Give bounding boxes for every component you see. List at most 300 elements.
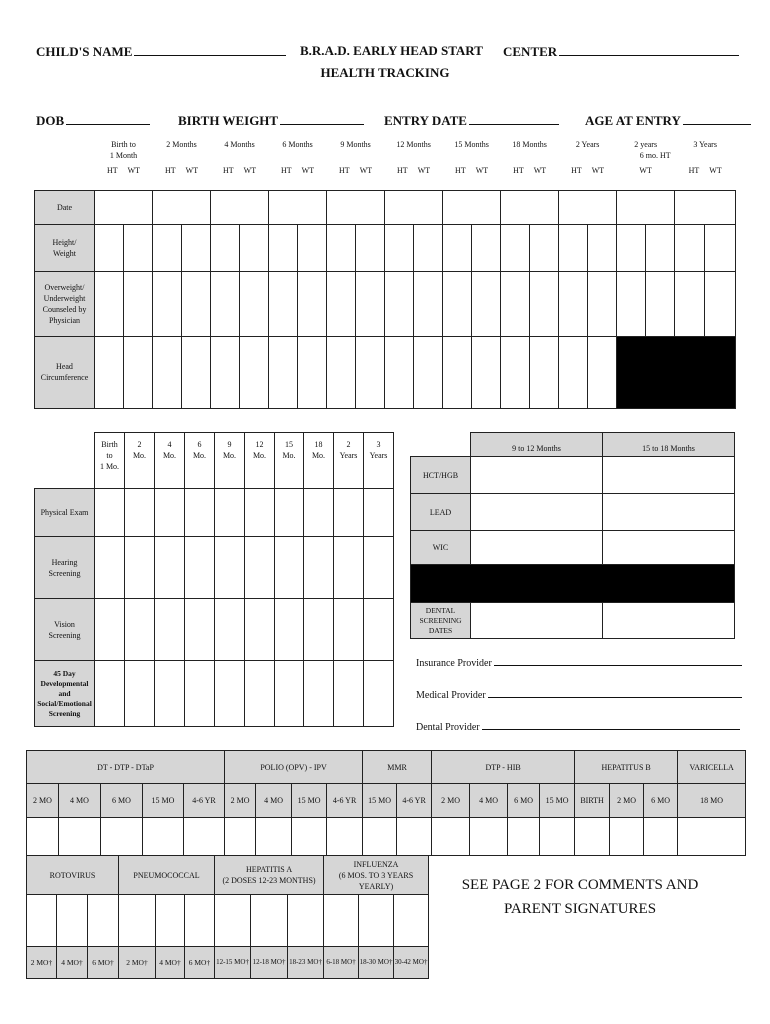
overweight-cell[interactable] bbox=[385, 271, 414, 336]
row-label-line: Circumference bbox=[40, 373, 89, 382]
screening-col-header bbox=[275, 433, 304, 489]
height-cell[interactable] bbox=[211, 224, 240, 271]
dose-cell[interactable] bbox=[184, 818, 225, 856]
entry-date-field[interactable] bbox=[384, 113, 559, 129]
screening-cell[interactable] bbox=[275, 489, 304, 537]
screening-cell[interactable] bbox=[155, 599, 185, 661]
weight-cell[interactable] bbox=[472, 224, 501, 271]
weight-cell[interactable] bbox=[182, 224, 211, 271]
wt-label: WT bbox=[709, 166, 722, 175]
weight-cell[interactable] bbox=[298, 224, 327, 271]
weight-cell[interactable] bbox=[356, 224, 385, 271]
height-cell[interactable] bbox=[327, 224, 356, 271]
screening-cell[interactable] bbox=[185, 489, 215, 537]
dose-cell[interactable] bbox=[432, 818, 470, 856]
screening-cell[interactable] bbox=[215, 489, 245, 537]
screening-col-header bbox=[334, 433, 364, 489]
developmental-label bbox=[35, 661, 95, 727]
labs-col-9-12 bbox=[471, 433, 603, 457]
screening-col-label: Mo. bbox=[282, 451, 296, 460]
overweight-cell[interactable] bbox=[298, 271, 327, 336]
screening-cell[interactable] bbox=[334, 489, 364, 537]
note-line: PARENT SIGNATURES bbox=[503, 901, 657, 917]
dose-cell[interactable] bbox=[88, 895, 119, 947]
screening-col-header bbox=[245, 433, 275, 489]
group-pneumococcal bbox=[119, 856, 215, 895]
dose-cell[interactable] bbox=[27, 818, 59, 856]
lab-cell[interactable] bbox=[471, 457, 603, 494]
screening-cell[interactable] bbox=[364, 661, 394, 727]
dose-header: 6 MO bbox=[644, 784, 678, 818]
date-cell[interactable] bbox=[559, 190, 617, 224]
head-cell[interactable] bbox=[298, 336, 327, 408]
wt-label: WT bbox=[127, 166, 141, 175]
screening-cell[interactable] bbox=[275, 537, 304, 599]
head-cell[interactable] bbox=[559, 336, 588, 408]
screening-cell[interactable] bbox=[125, 661, 155, 727]
overweight-cell[interactable] bbox=[327, 271, 356, 336]
head-cell[interactable] bbox=[443, 336, 472, 408]
date-cell[interactable] bbox=[269, 190, 327, 224]
dose-cell[interactable] bbox=[215, 895, 251, 947]
screening-table bbox=[34, 432, 394, 727]
immunization-table bbox=[26, 750, 746, 856]
lab-cell[interactable] bbox=[471, 531, 603, 565]
group-influenza bbox=[324, 856, 429, 895]
lab-cell[interactable] bbox=[603, 494, 735, 531]
screening-col-header bbox=[304, 433, 334, 489]
date-cell[interactable] bbox=[443, 190, 501, 224]
wic-label bbox=[411, 531, 471, 565]
labs-col-label: 9 to 12 Months bbox=[512, 444, 561, 453]
growth-col-header bbox=[327, 135, 385, 190]
weight-cell[interactable] bbox=[240, 224, 269, 271]
dose-cell[interactable] bbox=[359, 895, 394, 947]
group-polio bbox=[225, 751, 363, 784]
overweight-cell[interactable] bbox=[182, 271, 211, 336]
entry-date-line[interactable] bbox=[469, 113, 559, 125]
head-circumference-label bbox=[35, 336, 95, 408]
growth-col-label: 9 Months bbox=[340, 140, 371, 149]
screening-col-label: Years bbox=[339, 451, 358, 460]
lab-cell[interactable] bbox=[471, 603, 603, 639]
overweight-cell[interactable] bbox=[356, 271, 385, 336]
screening-col-label: Mo. bbox=[311, 451, 326, 460]
head-cell[interactable] bbox=[327, 336, 356, 408]
group-label: VARICELLA bbox=[689, 762, 734, 772]
height-cell[interactable] bbox=[269, 224, 298, 271]
row-label-line: Physician bbox=[48, 315, 81, 325]
screening-cell[interactable] bbox=[125, 537, 155, 599]
growth-col-label: 2 years bbox=[634, 140, 658, 149]
dental-provider-label: Dental Provider bbox=[416, 722, 480, 733]
height-cell[interactable] bbox=[385, 224, 414, 271]
dose-cell[interactable] bbox=[59, 818, 101, 856]
dose-cell[interactable] bbox=[324, 895, 359, 947]
overweight-cell[interactable] bbox=[588, 271, 617, 336]
screening-col-label: Mo. bbox=[252, 451, 267, 460]
age-at-entry-line[interactable] bbox=[683, 113, 751, 125]
wic-row bbox=[411, 531, 735, 565]
vision-label bbox=[35, 599, 95, 661]
dose-cell[interactable] bbox=[119, 895, 156, 947]
center-field[interactable] bbox=[503, 44, 739, 60]
dose-cell[interactable] bbox=[27, 895, 57, 947]
growth-col-header bbox=[675, 135, 736, 190]
age-at-entry-label: AGE AT ENTRY bbox=[585, 113, 681, 128]
dose-cell[interactable] bbox=[508, 818, 540, 856]
head-circumference-row bbox=[35, 336, 736, 408]
height-cell[interactable] bbox=[559, 224, 588, 271]
dose-header: 6 MO bbox=[508, 784, 540, 818]
screening-cell[interactable] bbox=[364, 489, 394, 537]
child-name-line[interactable] bbox=[134, 44, 286, 56]
dose-header: 18 MO bbox=[678, 784, 746, 818]
overweight-cell[interactable] bbox=[95, 271, 124, 336]
weight-cell[interactable] bbox=[530, 224, 559, 271]
head-cell[interactable] bbox=[240, 336, 269, 408]
dental-row bbox=[411, 603, 735, 639]
dose-header: 4 MO bbox=[470, 784, 508, 818]
screening-cell[interactable] bbox=[95, 599, 125, 661]
row-label-line: HCT/HGB bbox=[422, 470, 459, 480]
date-cell[interactable] bbox=[617, 190, 675, 224]
medical-provider-line[interactable] bbox=[488, 688, 742, 698]
dose-cell[interactable] bbox=[470, 818, 508, 856]
height-cell[interactable] bbox=[443, 224, 472, 271]
screening-cell[interactable] bbox=[95, 537, 125, 599]
dose-header: 6 MO† bbox=[185, 947, 215, 979]
insurance-provider-field[interactable] bbox=[416, 656, 742, 669]
screening-col-label: 9 bbox=[227, 440, 232, 449]
dose-cell[interactable] bbox=[256, 818, 292, 856]
form-title-line2: HEALTH TRACKING bbox=[320, 65, 450, 80]
immunization2-entry-row bbox=[27, 895, 429, 947]
dose-cell[interactable] bbox=[540, 818, 575, 856]
dose-cell[interactable] bbox=[327, 818, 363, 856]
insurance-provider-label: Insurance Provider bbox=[416, 658, 492, 669]
lab-cell[interactable] bbox=[471, 494, 603, 531]
screening-col-label: Years bbox=[369, 451, 388, 460]
overweight-cell[interactable] bbox=[501, 271, 530, 336]
height-cell[interactable] bbox=[675, 224, 705, 271]
screening-col-label: to bbox=[106, 451, 113, 460]
screening-cell[interactable] bbox=[95, 489, 125, 537]
screening-col-label: 12 bbox=[255, 440, 264, 449]
row-label-line: Weight bbox=[53, 248, 76, 258]
screening-cell[interactable] bbox=[334, 661, 364, 727]
screening-cell[interactable] bbox=[334, 537, 364, 599]
overweight-cell[interactable] bbox=[211, 271, 240, 336]
date-cell[interactable] bbox=[153, 190, 211, 224]
overweight-cell[interactable] bbox=[646, 271, 675, 336]
dose-cell[interactable] bbox=[394, 895, 429, 947]
blacked-out-row bbox=[411, 565, 735, 603]
screening-cell[interactable] bbox=[215, 537, 245, 599]
dose-cell[interactable] bbox=[288, 895, 324, 947]
group-hepb bbox=[575, 751, 678, 784]
overweight-cell[interactable] bbox=[705, 271, 736, 336]
head-cell[interactable] bbox=[385, 336, 414, 408]
growth-col-label: 15 Months bbox=[454, 140, 489, 149]
screening-cell[interactable] bbox=[155, 537, 185, 599]
screening-cell[interactable] bbox=[215, 599, 245, 661]
date-cell[interactable] bbox=[501, 190, 559, 224]
immunization-table-2 bbox=[26, 855, 429, 979]
child-name-label: CHILD'S NAME bbox=[36, 44, 133, 59]
growth-col-header bbox=[501, 135, 559, 190]
screening-col-label: Mo. bbox=[222, 451, 237, 460]
growth-col-header bbox=[153, 135, 211, 190]
dose-header: 4 MO† bbox=[156, 947, 185, 979]
dental-provider-line[interactable] bbox=[482, 720, 740, 730]
dose-cell[interactable] bbox=[251, 895, 288, 947]
ht-label: HT bbox=[571, 166, 582, 175]
birth-weight-line[interactable] bbox=[280, 113, 364, 125]
date-cell[interactable] bbox=[385, 190, 443, 224]
row-label-line: DENTAL bbox=[425, 605, 456, 615]
head-cell[interactable] bbox=[153, 336, 182, 408]
form-title bbox=[300, 40, 483, 84]
growth-col-header bbox=[443, 135, 501, 190]
dose-header: 15 MO bbox=[292, 784, 327, 818]
dose-header: 6-18 MO† bbox=[324, 947, 359, 979]
weight-cell[interactable] bbox=[124, 224, 153, 271]
date-cell[interactable] bbox=[95, 190, 153, 224]
physical-exam-row bbox=[35, 489, 394, 537]
screening-cell[interactable] bbox=[185, 661, 215, 727]
growth-col-label: Birth to bbox=[111, 140, 136, 149]
overweight-cell[interactable] bbox=[617, 271, 646, 336]
date-cell[interactable] bbox=[327, 190, 385, 224]
growth-col-header bbox=[211, 135, 269, 190]
date-cell[interactable] bbox=[211, 190, 269, 224]
dose-cell[interactable] bbox=[225, 818, 256, 856]
screening-col-label: 1 Mo. bbox=[99, 462, 120, 471]
group-label: YEARLY) bbox=[358, 881, 394, 891]
row-label-line: Social/Emotional bbox=[37, 698, 92, 708]
screening-col-label: 4 bbox=[167, 440, 172, 449]
lead-label bbox=[411, 494, 471, 531]
dose-cell[interactable] bbox=[101, 818, 143, 856]
blacked-out-cell bbox=[617, 336, 736, 408]
screening-cell[interactable] bbox=[125, 599, 155, 661]
screening-cell[interactable] bbox=[304, 489, 334, 537]
dose-cell[interactable] bbox=[644, 818, 678, 856]
date-row-label bbox=[35, 190, 95, 224]
vision-row bbox=[35, 599, 394, 661]
dose-header: 4-6 YR bbox=[184, 784, 225, 818]
screening-cell[interactable] bbox=[155, 661, 185, 727]
dose-cell[interactable] bbox=[575, 818, 610, 856]
overweight-cell[interactable] bbox=[153, 271, 182, 336]
dob-line[interactable] bbox=[66, 113, 150, 125]
screening-cell[interactable] bbox=[304, 537, 334, 599]
overweight-cell[interactable] bbox=[530, 271, 559, 336]
screening-cell[interactable] bbox=[245, 489, 275, 537]
physical-exam-label bbox=[35, 489, 95, 537]
labs-header-row bbox=[411, 433, 735, 457]
lab-cell[interactable] bbox=[603, 603, 735, 639]
hearing-label bbox=[35, 537, 95, 599]
group-label: HEPATITUS B bbox=[601, 762, 651, 772]
height-cell[interactable] bbox=[95, 224, 124, 271]
screening-cell[interactable] bbox=[215, 661, 245, 727]
row-label-line: Height/ bbox=[52, 237, 77, 247]
group-label: (6 MOS. TO 3 YEARS bbox=[338, 870, 414, 880]
lab-cell[interactable] bbox=[603, 531, 735, 565]
note-line: SEE PAGE 2 FOR COMMENTS AND bbox=[461, 877, 699, 893]
row-label-line: 45 Day bbox=[53, 668, 76, 678]
screening-cell[interactable] bbox=[155, 489, 185, 537]
height-cell[interactable] bbox=[501, 224, 530, 271]
dose-header: 6 MO bbox=[101, 784, 143, 818]
head-cell[interactable] bbox=[124, 336, 153, 408]
overweight-cell[interactable] bbox=[414, 271, 443, 336]
birth-weight-field[interactable] bbox=[178, 113, 364, 129]
dose-header: 4-6 YR bbox=[397, 784, 432, 818]
height-cell[interactable] bbox=[153, 224, 182, 271]
wt-label: WT bbox=[301, 166, 315, 175]
overweight-cell[interactable] bbox=[269, 271, 298, 336]
dose-header: 15 MO bbox=[363, 784, 397, 818]
row-label-line: Screening bbox=[48, 568, 81, 578]
group-dtp bbox=[27, 751, 225, 784]
screening-col-header bbox=[95, 433, 125, 489]
growth-col-label: 2 Years bbox=[575, 140, 600, 149]
dental-provider-field[interactable] bbox=[416, 720, 740, 733]
dose-cell[interactable] bbox=[610, 818, 644, 856]
immunization-dose-row bbox=[27, 784, 746, 818]
overweight-cell[interactable] bbox=[559, 271, 588, 336]
growth-col-label: 2 Months bbox=[166, 140, 197, 149]
dose-cell[interactable] bbox=[143, 818, 184, 856]
weight-cell[interactable] bbox=[414, 224, 443, 271]
head-cell[interactable] bbox=[182, 336, 211, 408]
screening-col-label: 2 bbox=[346, 440, 351, 449]
screening-cell[interactable] bbox=[364, 537, 394, 599]
growth-col-label: 18 Months bbox=[512, 140, 547, 149]
screening-cell[interactable] bbox=[275, 661, 304, 727]
height-cell[interactable] bbox=[617, 224, 646, 271]
head-cell[interactable] bbox=[414, 336, 443, 408]
screening-cell[interactable] bbox=[245, 661, 275, 727]
immunization-entry-row bbox=[27, 818, 746, 856]
screening-cell[interactable] bbox=[364, 599, 394, 661]
screening-cell[interactable] bbox=[304, 599, 334, 661]
dose-header: 2 MO bbox=[225, 784, 256, 818]
screening-col-header bbox=[155, 433, 185, 489]
weight-cell[interactable] bbox=[646, 224, 675, 271]
child-name-field[interactable] bbox=[36, 44, 286, 60]
immunization2-group-row bbox=[27, 856, 429, 895]
dose-cell[interactable] bbox=[397, 818, 432, 856]
screening-cell[interactable] bbox=[185, 599, 215, 661]
center-line[interactable] bbox=[559, 44, 739, 56]
head-cell[interactable] bbox=[269, 336, 298, 408]
screening-cell[interactable] bbox=[245, 537, 275, 599]
head-cell[interactable] bbox=[95, 336, 124, 408]
screening-cell[interactable] bbox=[95, 661, 125, 727]
dose-header: 12-18 MO† bbox=[251, 947, 288, 979]
row-label-line: Head bbox=[56, 362, 73, 371]
dob-field[interactable] bbox=[36, 113, 150, 129]
screening-cell[interactable] bbox=[304, 661, 334, 727]
date-cell[interactable] bbox=[675, 190, 736, 224]
screening-header-row bbox=[35, 433, 394, 489]
age-at-entry-field[interactable] bbox=[585, 113, 751, 129]
screening-cell[interactable] bbox=[245, 599, 275, 661]
insurance-provider-line[interactable] bbox=[494, 656, 742, 666]
dose-header: 2 MO bbox=[432, 784, 470, 818]
row-label-line: Counseled by bbox=[42, 304, 87, 314]
screening-col-label: 3 bbox=[376, 440, 381, 449]
screening-cell[interactable] bbox=[185, 537, 215, 599]
growth-col-header bbox=[95, 135, 153, 190]
overweight-cell[interactable] bbox=[472, 271, 501, 336]
dose-cell[interactable] bbox=[678, 818, 746, 856]
ht-label: HT bbox=[513, 166, 524, 175]
weight-cell[interactable] bbox=[588, 224, 617, 271]
head-cell[interactable] bbox=[588, 336, 617, 408]
head-cell[interactable] bbox=[356, 336, 385, 408]
dose-cell[interactable] bbox=[57, 895, 88, 947]
row-label-line: Overweight/ bbox=[44, 282, 85, 292]
row-label-line: LEAD bbox=[429, 507, 452, 517]
dose-header: 4 MO† bbox=[57, 947, 88, 979]
lab-cell[interactable] bbox=[603, 457, 735, 494]
screening-cell[interactable] bbox=[334, 599, 364, 661]
screening-cell[interactable] bbox=[275, 599, 304, 661]
medical-provider-label: Medical Provider bbox=[416, 690, 486, 701]
overweight-cell[interactable] bbox=[675, 271, 705, 336]
dose-cell[interactable] bbox=[185, 895, 215, 947]
group-label: ROTOVIRUS bbox=[49, 870, 96, 880]
overweight-cell[interactable] bbox=[124, 271, 153, 336]
ht-label: HT bbox=[397, 166, 408, 175]
dose-header: 2 MO† bbox=[27, 947, 57, 979]
birth-weight-label: BIRTH WEIGHT bbox=[178, 113, 279, 128]
dose-cell[interactable] bbox=[363, 818, 397, 856]
dose-header: 2 MO bbox=[610, 784, 644, 818]
dose-header: 15 MO bbox=[540, 784, 575, 818]
screening-cell[interactable] bbox=[125, 489, 155, 537]
group-hib bbox=[432, 751, 575, 784]
head-cell[interactable] bbox=[530, 336, 559, 408]
medical-provider-field[interactable] bbox=[416, 688, 742, 701]
dose-cell[interactable] bbox=[292, 818, 327, 856]
dose-cell[interactable] bbox=[156, 895, 185, 947]
head-cell[interactable] bbox=[211, 336, 240, 408]
growth-col-sublabel: 6 mo. HT bbox=[639, 151, 671, 160]
date-label: Date bbox=[56, 202, 73, 212]
group-rotovirus bbox=[27, 856, 119, 895]
row-label-line: SCREENING bbox=[419, 615, 462, 625]
head-cell[interactable] bbox=[472, 336, 501, 408]
growth-col-header bbox=[269, 135, 327, 190]
dose-header: 4-6 YR bbox=[327, 784, 363, 818]
overweight-cell[interactable] bbox=[443, 271, 472, 336]
immunization-group-row bbox=[27, 751, 746, 784]
head-cell[interactable] bbox=[501, 336, 530, 408]
screening-col-label: 6 bbox=[197, 440, 202, 449]
weight-cell[interactable] bbox=[705, 224, 736, 271]
row-label-line: Underweight bbox=[43, 293, 86, 303]
dose-header: 18-30 MO† bbox=[359, 947, 394, 979]
growth-col-header bbox=[385, 135, 443, 190]
wt-label: WT bbox=[533, 166, 547, 175]
overweight-cell[interactable] bbox=[240, 271, 269, 336]
